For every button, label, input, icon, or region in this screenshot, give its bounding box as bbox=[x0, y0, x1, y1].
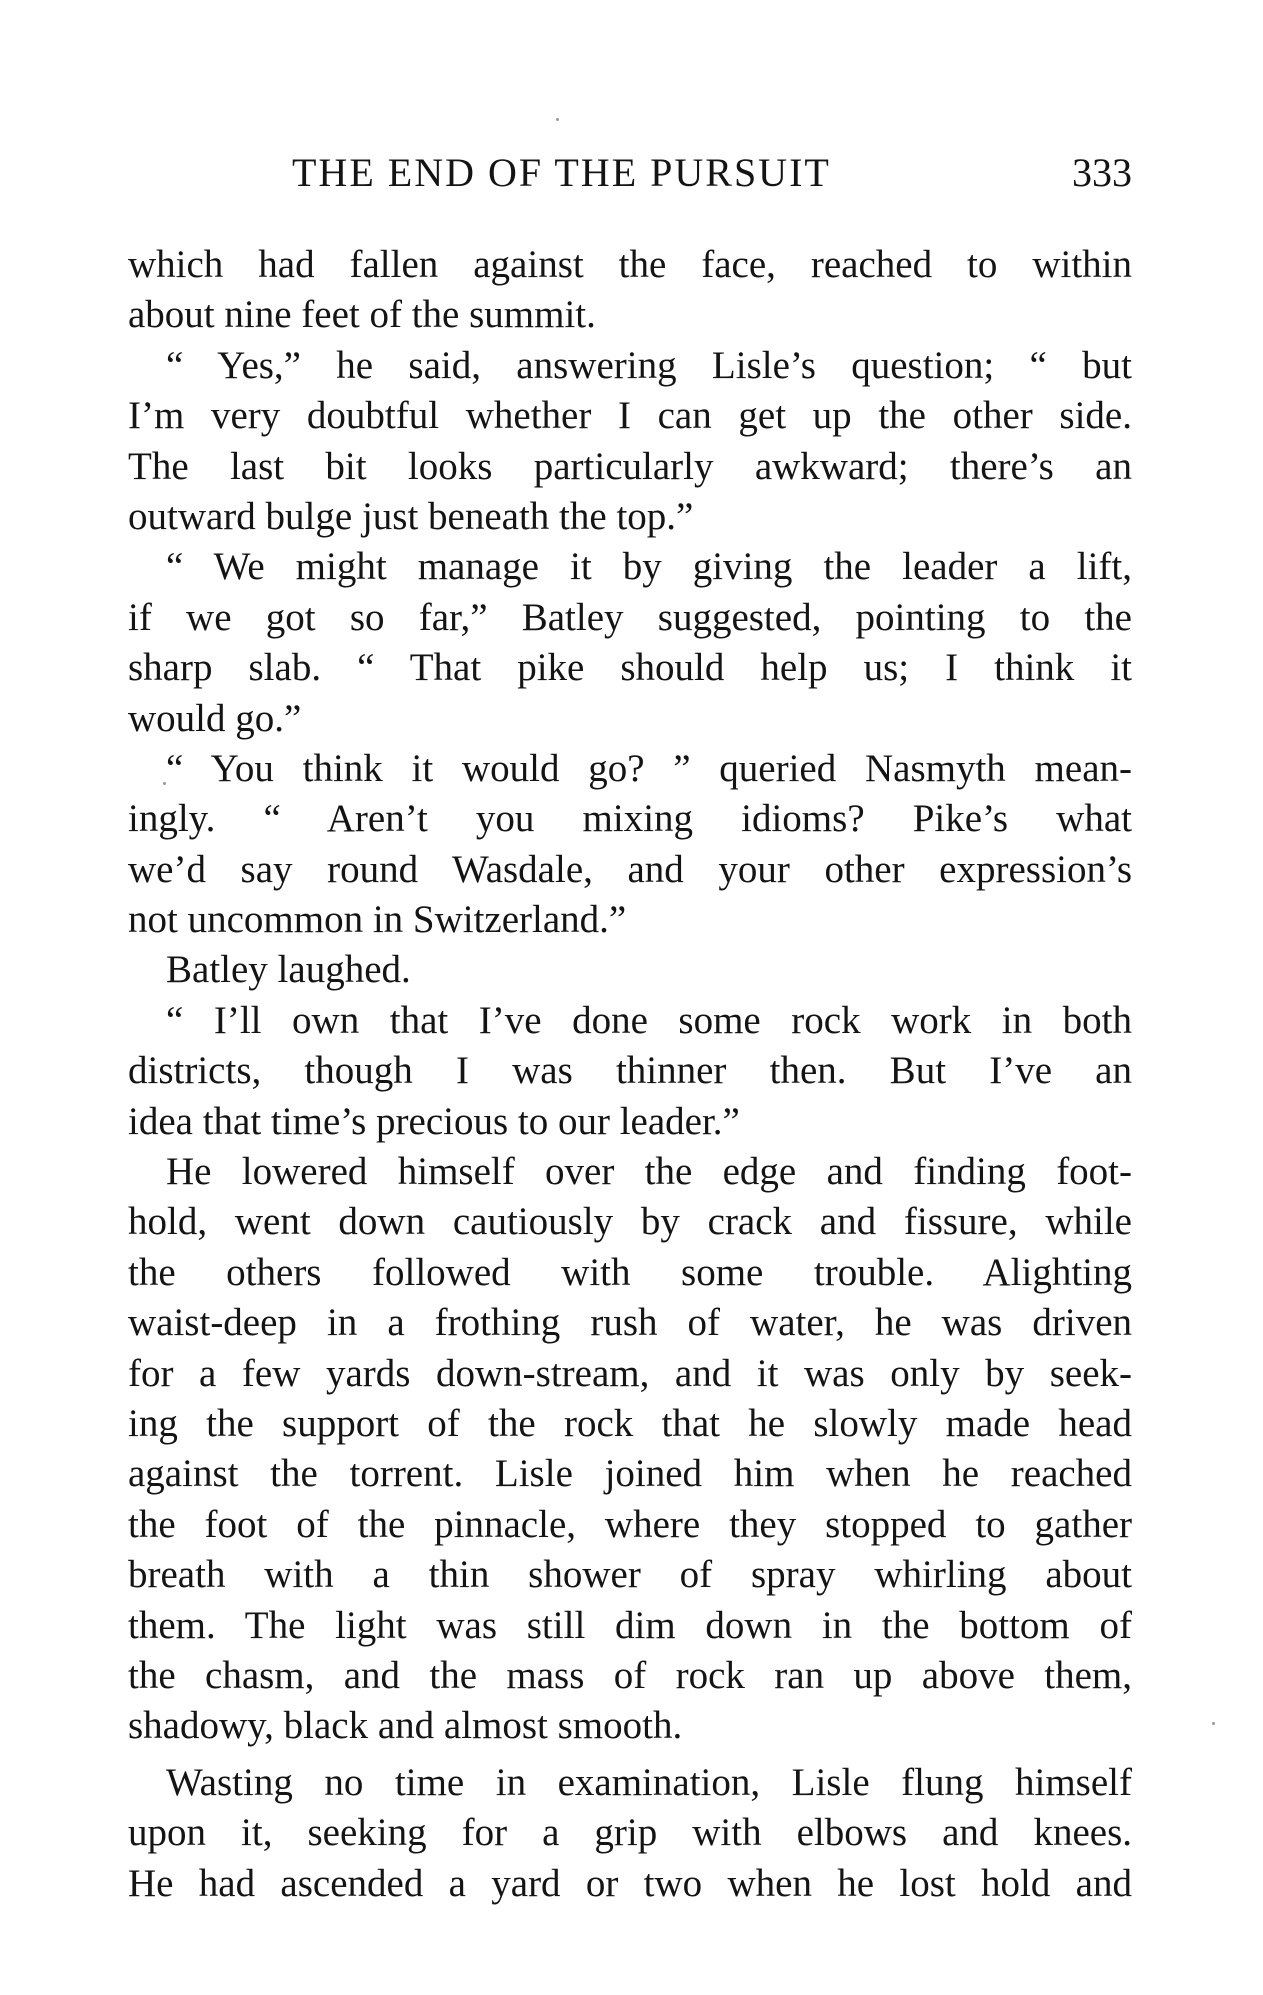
text-line: sharp slab. “ That pike should help us; I think it bbox=[128, 646, 1132, 690]
text-line: the chasm, and the mass of rock ran up above them, bbox=[128, 1653, 1132, 1697]
text-line: ing the support of the rock that he slowly made head bbox=[128, 1401, 1132, 1445]
paper-speck bbox=[556, 118, 559, 121]
running-title: THE END OF THE PURSUIT bbox=[292, 150, 831, 195]
text-line: against the torrent. Lisle joined him when he reached bbox=[128, 1452, 1132, 1496]
text-line: the others followed with some trouble. Alighting bbox=[128, 1250, 1132, 1294]
text-line: upon it, seeking for a grip with elbows and knees. bbox=[128, 1811, 1132, 1855]
text-line: if we got so far,” Batley suggested, pointing to the bbox=[128, 595, 1132, 639]
text-line: the foot of the pinnacle, where they stopped to gather bbox=[128, 1502, 1132, 1546]
text-line: outward bulge just beneath the top.” bbox=[128, 494, 694, 538]
text-line: Wasting no time in examination, Lisle flung himself bbox=[166, 1760, 1132, 1804]
text-line: not uncommon in Switzerland.” bbox=[128, 898, 627, 942]
text-line: would go.” bbox=[128, 696, 302, 740]
text-line: for a few yards down-stream, and it was only by seek- bbox=[128, 1351, 1132, 1395]
text-line: waist-deep in a frothing rush of water, he was driven bbox=[128, 1301, 1132, 1345]
body-text bbox=[128, 240, 1132, 1909]
text-line: idea that time’s precious to our leader.” bbox=[128, 1099, 740, 1143]
text-line: “ We might manage it by giving the leader a lift, bbox=[166, 545, 1132, 589]
text-line: “ Yes,” he said, answering Lisle’s question; “ but bbox=[166, 343, 1132, 387]
paper-speck bbox=[1212, 1722, 1215, 1725]
text-line: Batley laughed. bbox=[166, 948, 411, 992]
text-line: districts, though I was thinner then. But I’ve an bbox=[128, 1049, 1132, 1093]
text-line: “ I’ll own that I’ve done some rock work in both bbox=[166, 998, 1132, 1042]
text-line: shadowy, black and almost smooth. bbox=[128, 1704, 683, 1748]
page-number: 333 bbox=[1072, 150, 1132, 195]
text-line: hold, went down cautiously by crack and fissure, while bbox=[128, 1200, 1132, 1244]
page-header bbox=[128, 148, 1132, 198]
text-line: about nine feet of the summit. bbox=[128, 293, 596, 337]
text-line: them. The light was still dim down in the bottom of bbox=[128, 1603, 1132, 1647]
text-line: I’m very doubtful whether I can get up the other side. bbox=[128, 394, 1132, 438]
text-line: He lowered himself over the edge and finding foot- bbox=[166, 1150, 1132, 1194]
text-line: He had ascended a yard or two when he lost hold and bbox=[128, 1861, 1132, 1905]
text-line: The last bit looks particularly awkward; there’s an bbox=[128, 444, 1132, 488]
paper-speck bbox=[163, 782, 166, 785]
text-line: which had fallen against the face, reached to within bbox=[128, 243, 1132, 286]
text-line: breath with a thin shower of spray whirling about bbox=[128, 1553, 1132, 1597]
text-line: ingly. “ Aren’t you mixing idioms? Pike’s what bbox=[128, 797, 1132, 841]
text-line: we’d say round Wasdale, and your other expression’s bbox=[128, 847, 1132, 891]
text-line: “ You think it would go? ” queried Nasmyth mean- bbox=[166, 746, 1132, 790]
